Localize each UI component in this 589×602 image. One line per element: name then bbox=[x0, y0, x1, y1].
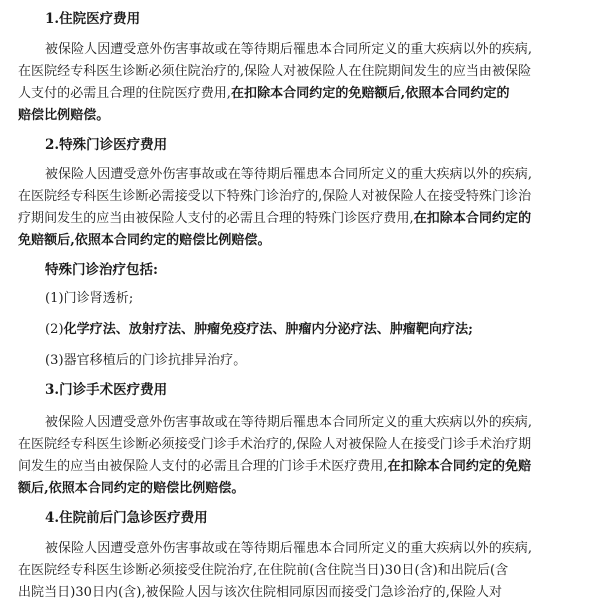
section-1-line-3-bold: 在扣除本合同约定的免赔额后,依照本合同约定的 bbox=[230, 86, 510, 101]
section-4-line-3: 出院当日)30日内(含),被保险人因与该次住院相同原因而接受门急诊治疗的,保险人对 bbox=[18, 585, 503, 600]
section-2-line-2: 在医院经专科医生诊断必需接受以下特殊门诊治疗的,保险人对被保险人在接受特殊门诊治 bbox=[18, 189, 532, 204]
section-1-line-3 bbox=[18, 85, 510, 103]
section-4-heading: 4.住院前后门急诊医疗费用 bbox=[45, 510, 208, 526]
special-outpatient-subheading: 特殊门诊治疗包括: bbox=[45, 262, 158, 278]
section-2-line-3-bold: 在扣除本合同约定的 bbox=[413, 211, 532, 226]
list-item-3 bbox=[45, 352, 246, 370]
section-2-line-3 bbox=[18, 210, 531, 228]
section-1-line-2: 在医院经专科医生诊断必须住院治疗的,保险人对被保险人在住院期间发生的应当由被保险 bbox=[18, 64, 532, 79]
section-3-line-4-bold: 额后,依照本合同约定的赔偿比例赔偿。 bbox=[18, 481, 245, 496]
section-2-line-4-bold: 免赔额后,依照本合同约定的赔偿比例赔偿。 bbox=[18, 233, 271, 248]
section-3-line-2: 在医院经专科医生诊断必须接受门诊手术治疗的,保险人对被保险人在接受门诊手术治疗期 bbox=[18, 437, 532, 452]
list-item-3-number: (3) bbox=[45, 353, 64, 368]
list-item-2-bold: 化学疗法、放射疗法、肿瘤免疫疗法、肿瘤内分泌疗法、肿瘤靶向疗法; bbox=[63, 322, 473, 337]
section-1-line-4-bold: 赔偿比例赔偿。 bbox=[18, 108, 110, 123]
section-4-line-1: 被保险人因遭受意外伤害事故或在等待期后罹患本合同所定义的重大疾病以外的疾病, bbox=[45, 541, 533, 556]
list-item-2-number: (2) bbox=[45, 322, 64, 337]
section-1-line-1: 被保险人因遭受意外伤害事故或在等待期后罹患本合同所定义的重大疾病以外的疾病, bbox=[45, 42, 533, 57]
list-item-1-text: 门诊肾透析; bbox=[63, 291, 134, 306]
list-item-1-number: (1) bbox=[45, 291, 64, 306]
section-3-heading: 3.门诊手术医疗费用 bbox=[45, 382, 168, 398]
list-item-1 bbox=[45, 290, 133, 308]
section-2-heading: 2.特殊门诊医疗费用 bbox=[45, 137, 168, 153]
section-4-line-2: 在医院经专科医生诊断必须接受住院治疗,在住院前(含住院当日)30日(含)和出院后(含 bbox=[18, 563, 509, 578]
section-2-line-1: 被保险人因遭受意外伤害事故或在等待期后罹患本合同所定义的重大疾病以外的疾病, bbox=[45, 167, 533, 182]
section-3-line-1: 被保险人因遭受意外伤害事故或在等待期后罹患本合同所定义的重大疾病以外的疾病, bbox=[45, 415, 533, 430]
section-3-line-3-text: 间发生的应当由被保险人支付的必需且合理的门诊手术医疗费用, bbox=[18, 459, 388, 474]
section-1-heading: 1.住院医疗费用 bbox=[45, 11, 141, 27]
section-1-line-3-text: 人支付的必需且合理的住院医疗费用, bbox=[18, 86, 231, 101]
section-2-line-3-text: 疗期间发生的应当由被保险人支付的必需且合理的特殊门诊医疗费用, bbox=[18, 211, 414, 226]
section-3-line-3 bbox=[18, 458, 531, 476]
section-3-line-3-bold: 在扣除本合同约定的免赔 bbox=[387, 459, 532, 474]
list-item-3-text: 器官移植后的门诊抗排异治疗。 bbox=[63, 353, 247, 368]
list-item-2 bbox=[45, 321, 473, 339]
